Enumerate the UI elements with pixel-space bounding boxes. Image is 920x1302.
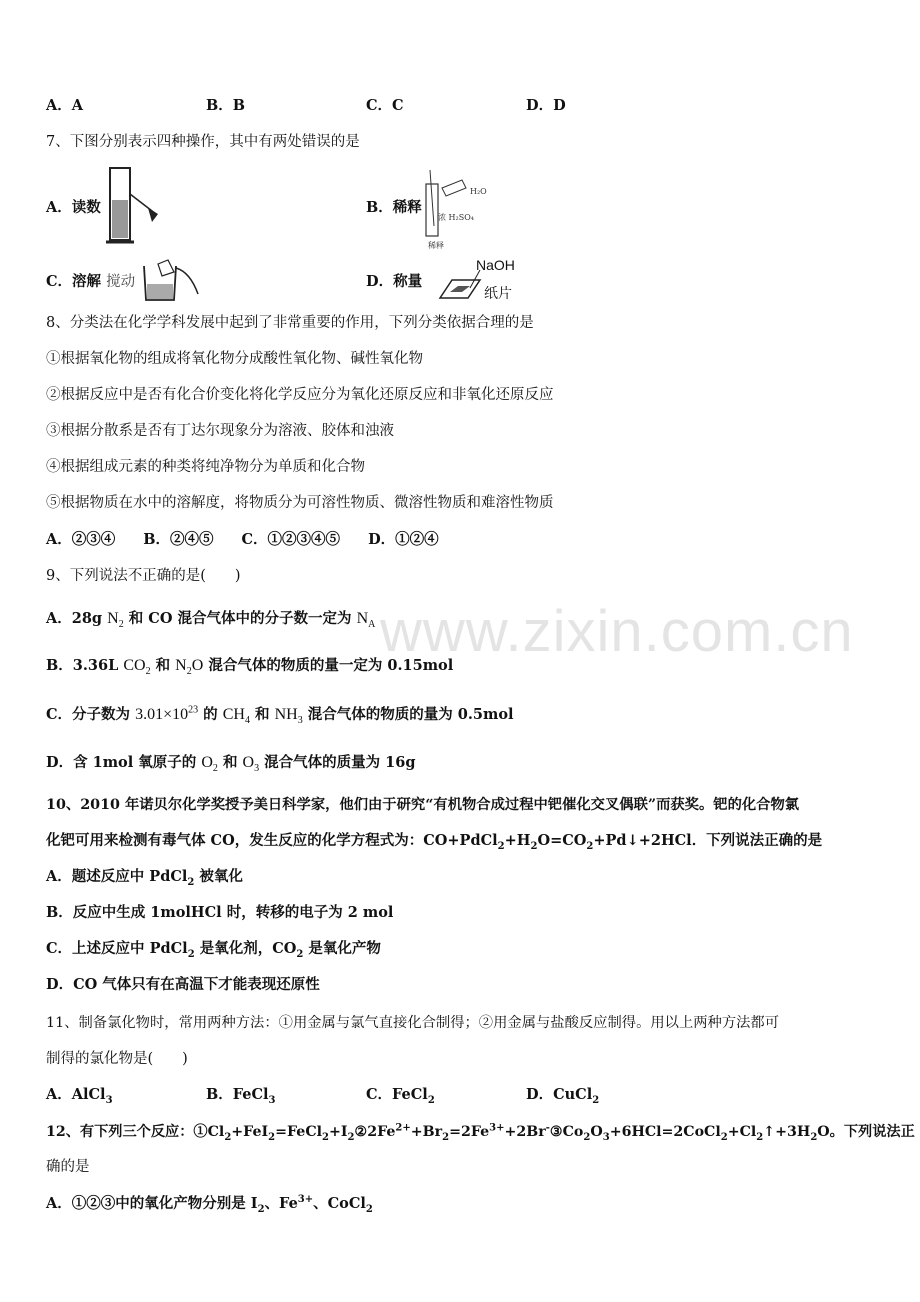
q8-item-2: ②根据反应中是否有化合价变化将化学反应分为氧化还原反应和非氧化还原反应 [46, 387, 554, 403]
q12-stem-line-2: 确的是 [46, 1159, 90, 1175]
q10-a-text-2: 被氧化 [194, 868, 243, 885]
q8-item-1: ①根据氧化物的组成将氧化物分成酸性氧化物、碱性氧化物 [46, 351, 423, 367]
q9-b-text-2: 和 [150, 657, 176, 674]
q9-c-text-4: 混合气体的物质的量为 0.5mol [302, 706, 514, 723]
q10-stem-line-1: 10、2010 年诺贝尔化学奖授予美日科学家，他们由于研究“有机物合成过程中钯催化交叉偶联”而获奖。钯的化合物氯 [46, 797, 800, 813]
q9-c-exponent: 23 [188, 704, 199, 716]
q12-stem-line-1: 12、有下列三个反应：$①Cl_2+FeI_2=FeCl_2+I_2②2Fe^{2+}+Br_2=2Fe^{3+}+2Br^-③Co_2O_3+6HCl=2CoCl_2+Cl_2↑+3H_2O$。下列说法正 [46, 1122, 915, 1143]
q10-eq-2: +H [504, 832, 531, 849]
q11-stem-line-2: 制得的氯化物是( ) [46, 1051, 188, 1067]
q7-option-b-label: B．稀释 [366, 199, 422, 216]
q10-a-text-1: A．题述反应中 PdCl [46, 868, 188, 885]
q9-option-d[interactable] [46, 753, 416, 773]
q7-option-b[interactable] [366, 198, 422, 218]
q9-d-o3: $O_3$ [242, 754, 260, 775]
q7-option-c[interactable] [46, 272, 135, 292]
q7-d-naoh-label: NaOH [476, 258, 515, 273]
q10-c-text-2: 是氧化剂，CO [194, 940, 297, 957]
q7-option-d-label: D．称量 [366, 273, 423, 290]
graduated-cylinder-reading-icon [104, 164, 164, 246]
q7-b-water-label: H₂O [470, 187, 487, 196]
q9-d-o2: $O_2$ [201, 754, 218, 775]
q10-stem-line-2: 化钯可用来检测有毒气体 CO，发生反应的化学方程式为：$CO+PdCl_2+H_2O=CO_2+Pd↓+2HCl$．下列说法正确的是 [46, 832, 823, 852]
q7-c-stir-label: 搅动 [106, 274, 136, 290]
q10-eq-1: 化钯可用来检测有毒气体 CO，发生反应的化学方程式为：CO+PdCl [46, 832, 498, 849]
q9-stem: 9、下列说法不正确的是( ) [46, 568, 241, 584]
q6-option-d[interactable]: D．D [526, 97, 566, 114]
q8-item-4: ④根据组成元素的种类将纯净物分为单质和化合物 [46, 459, 365, 475]
q9-d-text-2: 和 [217, 754, 243, 771]
q11-option-b[interactable]: B．FeCl$_3$ [206, 1086, 276, 1106]
q7-option-a-label: A．读数 [46, 199, 101, 216]
q9-b-text-3: 混合气体的物质的量一定为 0.15mol [203, 657, 454, 674]
q8-item-5: ⑤根据物质在水中的溶解度，将物质分为可溶性物质、微溶性物质和难溶性物质 [46, 495, 554, 511]
q9-c-text-1: C．分子数为 [46, 706, 136, 723]
q7-stem: 7、下图分别表示四种操作，其中有两处错误的是 [46, 134, 360, 150]
weighing-paper-icon [436, 258, 526, 302]
q10-eq-4: +Pd↓+2HCl．下列说法正确的是 [593, 832, 823, 849]
q7-option-d[interactable] [366, 272, 422, 292]
q10-option-b[interactable]: B．反应中生成 1molHCl 时，转移的电子为 2 mol [46, 904, 394, 921]
q7-b-acid-label: 浓 H₂SO₄ [438, 213, 474, 222]
q6-option-c[interactable]: C．C [366, 97, 404, 114]
q8-option-a[interactable]: A．②③④ [46, 531, 116, 548]
q8-option-b[interactable]: B．②④⑤ [143, 531, 214, 548]
q7-option-a[interactable] [46, 198, 101, 218]
q8-option-d[interactable]: D．①②④ [368, 531, 439, 548]
q11-option-c[interactable]: C．FeCl$_2$ [366, 1086, 435, 1106]
dilution-diagram-icon [420, 166, 492, 250]
q6-options [46, 96, 686, 116]
q9-b-co2: $CO_2$ [123, 657, 151, 678]
q8-item-3: ③根据分散系是否有丁达尔现象分为溶液、胶体和浊液 [46, 423, 394, 439]
q9-b-n2o: $N_2O$ [175, 657, 204, 678]
q8-option-c[interactable]: C．①②③④⑤ [241, 531, 341, 548]
q10-eq-3: O=CO [537, 832, 587, 849]
q9-option-b[interactable] [46, 656, 453, 676]
q9-a-na: $N_A$ [356, 610, 376, 631]
q9-a-n2: $N_2$ [107, 610, 124, 631]
q7-d-paper-label: 纸片 [484, 286, 512, 302]
q9-c-text-3: 和 [249, 706, 275, 723]
q9-c-number: 3.01×10 [135, 706, 189, 723]
q6-option-b[interactable]: B．B [206, 97, 246, 114]
q10-option-d[interactable]: D．CO 气体只有在高温下才能表现还原性 [46, 976, 320, 993]
watermark: www.zixin.com.cn [380, 599, 854, 664]
q9-d-text-1: D．含 1mol 氧原子的 [46, 754, 202, 771]
q8-options [46, 530, 467, 550]
q11-stem-line-1: 11、制备氯化物时，常用两种方法：①用金属与氯气直接化合制得；②用金属与盐酸反应制得。用以上两种方法都可 [46, 1015, 780, 1031]
q9-option-c[interactable] [46, 705, 514, 725]
q10-c-text-1: C．上述反应中 PdCl [46, 940, 188, 957]
q8-stem: 8、分类法在化学学科发展中起到了非常重要的作用，下列分类依据合理的是 [46, 315, 534, 331]
q11-option-a[interactable]: A．AlCl$_3$ [46, 1086, 113, 1106]
q6-option-a[interactable]: A．A [46, 97, 84, 114]
q11-options [46, 1085, 686, 1105]
q9-c-text-2: 的 [198, 706, 223, 723]
q9-a-text-2: 和 CO 混合气体中的分子数一定为 [123, 610, 357, 627]
q9-d-text-3: 混合气体的质量为 16g [259, 754, 416, 771]
q11-option-d[interactable]: D．CuCl$_2$ [526, 1086, 600, 1106]
q9-b-text-1: B．3.36L [46, 657, 124, 674]
q9-c-nh3: $NH_3$ [274, 706, 303, 727]
q7-b-caption: 稀释 [428, 241, 444, 250]
beaker-stirring-icon [140, 258, 202, 304]
q10-c-text-3: 是氧化产物 [303, 940, 381, 957]
q10-option-c[interactable]: C．上述反应中 PdCl$_2$ 是氧化剂，$CO_2$ 是氧化产物 [46, 940, 381, 960]
q10-option-a[interactable]: A．题述反应中 PdCl$_2$ 被氧化 [46, 868, 243, 888]
q9-option-a[interactable] [46, 609, 375, 629]
q7-option-c-label: C．溶解 [46, 273, 102, 290]
q9-a-text-1: A．28g [46, 610, 108, 627]
q9-c-ch4: $CH_4$ [222, 706, 250, 727]
q12-option-a[interactable]: A．①②③中的氧化产物分别是 $I_2$、$Fe^{3+}$、CoCl$_2$ [46, 1194, 373, 1215]
